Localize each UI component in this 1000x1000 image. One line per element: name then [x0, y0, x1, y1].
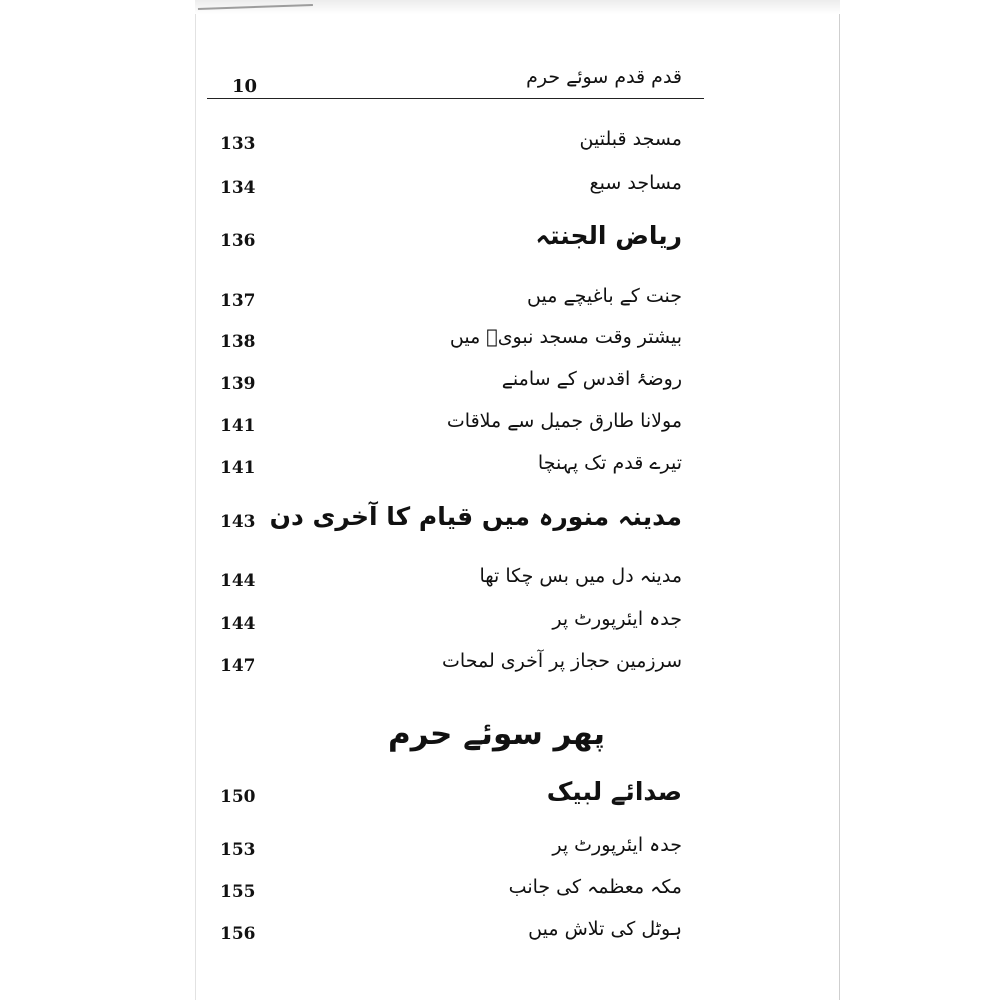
toc-title: جنت کے باغیچے میں	[527, 285, 682, 307]
toc-page-number: 133	[220, 134, 256, 154]
toc-title: مسجد قبلتین	[579, 128, 682, 150]
toc-section-title: مدینہ منورہ میں قیام کا آخری دن	[269, 502, 682, 531]
toc-entry	[0, 876, 1000, 916]
toc-entry	[0, 608, 1000, 648]
toc-section-entry	[0, 777, 1000, 821]
toc-section-title: صدائے لبیک	[546, 777, 682, 806]
toc-entry	[0, 410, 1000, 450]
toc-page-number: 136	[220, 231, 256, 251]
toc-page-number: 155	[220, 882, 256, 902]
toc-page-number: 144	[220, 614, 256, 634]
toc-page-number: 147	[220, 656, 256, 676]
toc-entry	[0, 128, 1000, 168]
toc-entry	[0, 834, 1000, 874]
toc-title: ہوٹل کی تلاش میں	[528, 918, 682, 940]
toc-page-number: 134	[220, 178, 256, 198]
toc-title: مولانا طارق جمیل سے ملاقات	[446, 410, 682, 432]
toc-page-number: 153	[220, 840, 256, 860]
header-rule	[207, 98, 704, 99]
toc-page-number: 143	[220, 512, 256, 532]
toc-page-number: 156	[220, 924, 256, 944]
toc-entry	[0, 368, 1000, 408]
toc-page-number: 144	[220, 571, 256, 591]
toc-page-number: 137	[220, 291, 256, 311]
toc-title: سرزمین حجاز پر آخری لمحات	[442, 650, 682, 672]
toc-entry	[0, 452, 1000, 492]
toc-title: جدہ ایئرپورٹ پر	[552, 834, 682, 856]
toc-entry	[0, 326, 1000, 366]
toc-title: مکہ معظمہ کی جانب	[508, 876, 682, 898]
toc-page-number: 141	[220, 416, 256, 436]
toc-entry	[0, 565, 1000, 605]
toc-title: جدہ ایئرپورٹ پر	[552, 608, 682, 630]
toc-page-number: 150	[220, 787, 256, 807]
toc-section-entry	[0, 221, 1000, 265]
toc-entry	[0, 285, 1000, 325]
toc-title: بیشتر وقت مسجد نبویؐ میں	[449, 326, 682, 348]
toc-entry	[0, 918, 1000, 958]
toc-title: روضۂ اقدس کے سامنے	[501, 368, 682, 390]
toc-title: مدینہ دل میں بس چکا تھا	[479, 565, 682, 587]
toc-entry	[0, 650, 1000, 690]
toc-section-entry	[0, 502, 1000, 546]
toc-entry	[0, 172, 1000, 212]
toc-title: تیرے قدم تک پہنچا	[537, 452, 682, 474]
part-heading: پھر سوئے حرم	[388, 716, 606, 752]
toc-page-number: 138	[220, 332, 256, 352]
toc-title: مساجد سبع	[589, 172, 682, 194]
toc-section-title: ریاض الجنتہ	[535, 221, 682, 250]
toc-page-number: 141	[220, 458, 256, 478]
running-title: قدم قدم سوئے حرم	[526, 66, 682, 88]
toc-page-number: 139	[220, 374, 256, 394]
page-number: 10	[232, 76, 258, 97]
